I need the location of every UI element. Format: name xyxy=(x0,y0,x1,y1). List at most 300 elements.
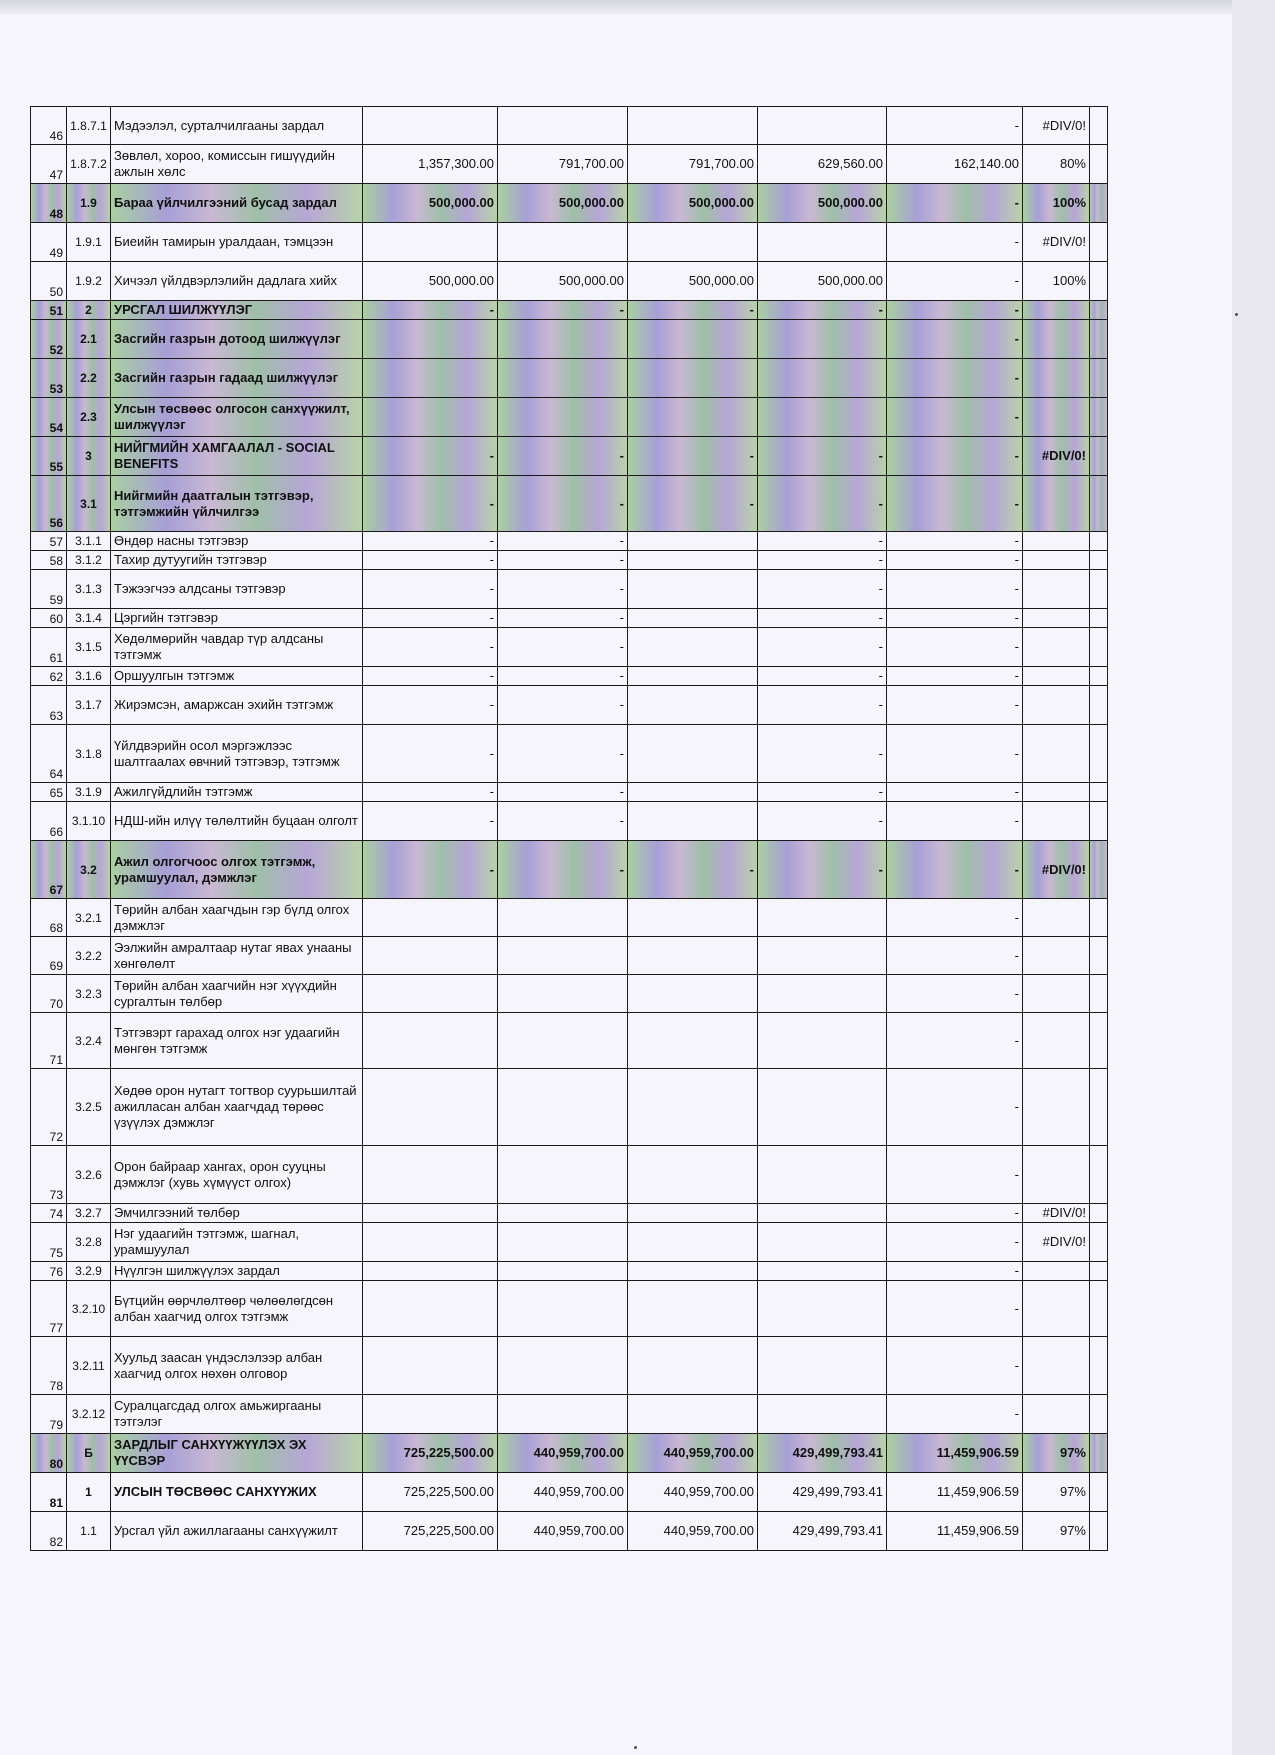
table-body xyxy=(31,107,1108,1551)
row-number-cell: 61 xyxy=(31,628,67,667)
row-label-cell: Нийгмийн даатгалын тэтгэвэр, тэтгэмжийн үйлчилгээ xyxy=(111,476,363,532)
period-plan-cell: - xyxy=(498,437,628,476)
financed-amount-cell xyxy=(628,783,758,802)
blank-cell xyxy=(1090,1434,1108,1473)
period-plan-cell xyxy=(498,1069,628,1146)
actual-expense-cell: - xyxy=(758,476,887,532)
execution-percent-cell xyxy=(1023,628,1090,667)
period-plan-cell: - xyxy=(498,532,628,551)
financed-amount-cell: - xyxy=(628,301,758,320)
blank-cell xyxy=(1090,1146,1108,1204)
period-plan-cell xyxy=(498,975,628,1013)
execution-percent-cell xyxy=(1023,301,1090,320)
row-code-cell: 3.2.8 xyxy=(67,1223,111,1262)
row-number-cell: 73 xyxy=(31,1146,67,1204)
table-row xyxy=(31,145,1108,184)
balance-cell: 162,140.00 xyxy=(887,145,1023,184)
balance-cell: - xyxy=(887,937,1023,975)
actual-expense-cell: 429,499,793.41 xyxy=(758,1512,887,1551)
row-code-cell: 1.9.2 xyxy=(67,262,111,301)
row-number-cell: 47 xyxy=(31,145,67,184)
row-label-cell: Биеийн тамирын уралдаан, тэмцээн xyxy=(111,223,363,262)
row-number-cell: 46 xyxy=(31,107,67,145)
financed-amount-cell xyxy=(628,107,758,145)
balance-cell: - xyxy=(887,1223,1023,1262)
financed-amount-cell xyxy=(628,802,758,841)
financed-amount-cell xyxy=(628,1395,758,1434)
blank-cell xyxy=(1090,223,1108,262)
execution-percent-cell: 97% xyxy=(1023,1512,1090,1551)
execution-percent-cell xyxy=(1023,1262,1090,1281)
financed-amount-cell: 500,000.00 xyxy=(628,184,758,223)
row-label-cell: Нүүлгэн шилжүүлэх зардал xyxy=(111,1262,363,1281)
row-number-cell: 78 xyxy=(31,1337,67,1395)
execution-percent-cell xyxy=(1023,551,1090,570)
balance-cell: - xyxy=(887,437,1023,476)
row-label-cell: Нэг удаагийн тэтгэмж, шагнал, урамшуулал xyxy=(111,1223,363,1262)
row-code-cell: 3.2.12 xyxy=(67,1395,111,1434)
row-label-cell: ЗАРДЛЫГ САНХҮҮЖҮҮЛЭХ ЭХ ҮҮСВЭР xyxy=(111,1434,363,1473)
period-plan-cell: - xyxy=(498,686,628,725)
table-row xyxy=(31,1204,1108,1223)
row-label-cell: Хөдөө орон нутагт тогтвор суурьшилтай ажилласан албан хаагчдад төрөөс үзүүлэх дэмжлэг xyxy=(111,1069,363,1146)
balance-cell: - xyxy=(887,1395,1023,1434)
financed-amount-cell xyxy=(628,975,758,1013)
approved-budget-cell: - xyxy=(363,783,498,802)
execution-percent-cell: #DIV/0! xyxy=(1023,1204,1090,1223)
actual-expense-cell: - xyxy=(758,686,887,725)
blank-cell xyxy=(1090,686,1108,725)
actual-expense-cell xyxy=(758,107,887,145)
period-plan-cell: 500,000.00 xyxy=(498,262,628,301)
row-label-cell: Төрийн албан хаагчийн нэг хүүхдийн сургалтын төлбөр xyxy=(111,975,363,1013)
row-code-cell: 1.1 xyxy=(67,1512,111,1551)
blank-cell xyxy=(1090,628,1108,667)
approved-budget-cell xyxy=(363,1013,498,1069)
period-plan-cell xyxy=(498,1395,628,1434)
approved-budget-cell xyxy=(363,320,498,359)
actual-expense-cell xyxy=(758,398,887,437)
balance-cell: - xyxy=(887,301,1023,320)
row-code-cell: 3.1.2 xyxy=(67,551,111,570)
row-number-cell: 52 xyxy=(31,320,67,359)
row-code-cell: 3.2 xyxy=(67,841,111,899)
blank-cell xyxy=(1090,1223,1108,1262)
row-number-cell: 77 xyxy=(31,1281,67,1337)
approved-budget-cell xyxy=(363,359,498,398)
approved-budget-cell: - xyxy=(363,628,498,667)
table-row xyxy=(31,320,1108,359)
period-plan-cell: - xyxy=(498,628,628,667)
financed-amount-cell xyxy=(628,1281,758,1337)
row-code-cell: 3.2.5 xyxy=(67,1069,111,1146)
actual-expense-cell: - xyxy=(758,725,887,783)
row-number-cell: 70 xyxy=(31,975,67,1013)
period-plan-cell xyxy=(498,107,628,145)
row-code-cell: 3.2.7 xyxy=(67,1204,111,1223)
row-number-cell: 68 xyxy=(31,899,67,937)
actual-expense-cell xyxy=(758,1395,887,1434)
balance-cell: - xyxy=(887,223,1023,262)
approved-budget-cell xyxy=(363,937,498,975)
table-row xyxy=(31,802,1108,841)
period-plan-cell xyxy=(498,320,628,359)
row-label-cell: Тэжээгчээ алдсаны тэтгэвэр xyxy=(111,570,363,609)
row-code-cell: 3.1.10 xyxy=(67,802,111,841)
table-row xyxy=(31,725,1108,783)
actual-expense-cell xyxy=(758,1069,887,1146)
table-row xyxy=(31,570,1108,609)
approved-budget-cell: 1,357,300.00 xyxy=(363,145,498,184)
financed-amount-cell xyxy=(628,1069,758,1146)
period-plan-cell: 440,959,700.00 xyxy=(498,1512,628,1551)
period-plan-cell xyxy=(498,359,628,398)
actual-expense-cell xyxy=(758,359,887,398)
balance-cell: - xyxy=(887,975,1023,1013)
approved-budget-cell xyxy=(363,975,498,1013)
execution-percent-cell xyxy=(1023,725,1090,783)
execution-percent-cell: 80% xyxy=(1023,145,1090,184)
execution-percent-cell: 100% xyxy=(1023,262,1090,301)
row-label-cell: Эмчилгээний төлбөр xyxy=(111,1204,363,1223)
scan-edge xyxy=(0,0,1232,14)
blank-cell xyxy=(1090,802,1108,841)
blank-cell xyxy=(1090,1013,1108,1069)
execution-percent-cell xyxy=(1023,609,1090,628)
period-plan-cell: - xyxy=(498,570,628,609)
table-row xyxy=(31,686,1108,725)
period-plan-cell xyxy=(498,1146,628,1204)
row-code-cell: 1.8.7.2 xyxy=(67,145,111,184)
row-number-cell: 81 xyxy=(31,1473,67,1512)
approved-budget-cell: - xyxy=(363,841,498,899)
approved-budget-cell xyxy=(363,899,498,937)
actual-expense-cell xyxy=(758,1281,887,1337)
execution-percent-cell: #DIV/0! xyxy=(1023,841,1090,899)
execution-percent-cell xyxy=(1023,783,1090,802)
table-row xyxy=(31,1281,1108,1337)
financed-amount-cell: - xyxy=(628,476,758,532)
approved-budget-cell xyxy=(363,1069,498,1146)
balance-cell: - xyxy=(887,398,1023,437)
balance-cell: - xyxy=(887,841,1023,899)
row-number-cell: 82 xyxy=(31,1512,67,1551)
actual-expense-cell: - xyxy=(758,437,887,476)
approved-budget-cell xyxy=(363,1146,498,1204)
period-plan-cell xyxy=(498,899,628,937)
row-code-cell: 2 xyxy=(67,301,111,320)
period-plan-cell xyxy=(498,1281,628,1337)
blank-cell xyxy=(1090,437,1108,476)
table-row xyxy=(31,398,1108,437)
table-row xyxy=(31,1013,1108,1069)
table-row xyxy=(31,1223,1108,1262)
row-code-cell: 2.2 xyxy=(67,359,111,398)
execution-percent-cell: #DIV/0! xyxy=(1023,223,1090,262)
period-plan-cell: 440,959,700.00 xyxy=(498,1434,628,1473)
row-code-cell: 3.2.2 xyxy=(67,937,111,975)
row-code-cell: Б xyxy=(67,1434,111,1473)
row-number-cell: 69 xyxy=(31,937,67,975)
table-row xyxy=(31,899,1108,937)
actual-expense-cell: - xyxy=(758,609,887,628)
row-code-cell: 3 xyxy=(67,437,111,476)
approved-budget-cell xyxy=(363,107,498,145)
execution-percent-cell: #DIV/0! xyxy=(1023,107,1090,145)
approved-budget-cell xyxy=(363,1281,498,1337)
period-plan-cell xyxy=(498,937,628,975)
blank-cell xyxy=(1090,609,1108,628)
blank-cell xyxy=(1090,1473,1108,1512)
row-number-cell: 51 xyxy=(31,301,67,320)
financed-amount-cell xyxy=(628,398,758,437)
actual-expense-cell: - xyxy=(758,783,887,802)
execution-percent-cell xyxy=(1023,1146,1090,1204)
financed-amount-cell: 440,959,700.00 xyxy=(628,1473,758,1512)
blank-cell xyxy=(1090,359,1108,398)
balance-cell: - xyxy=(887,628,1023,667)
actual-expense-cell: - xyxy=(758,802,887,841)
blank-cell xyxy=(1090,398,1108,437)
row-number-cell: 53 xyxy=(31,359,67,398)
financed-amount-cell: 500,000.00 xyxy=(628,262,758,301)
row-number-cell: 58 xyxy=(31,551,67,570)
execution-percent-cell xyxy=(1023,937,1090,975)
execution-percent-cell: #DIV/0! xyxy=(1023,437,1090,476)
row-code-cell: 1.9 xyxy=(67,184,111,223)
row-number-cell: 49 xyxy=(31,223,67,262)
approved-budget-cell xyxy=(363,1262,498,1281)
row-label-cell: Жирэмсэн, амаржсан эхийн тэтгэмж xyxy=(111,686,363,725)
financed-amount-cell xyxy=(628,899,758,937)
period-plan-cell xyxy=(498,223,628,262)
approved-budget-cell: - xyxy=(363,476,498,532)
blank-cell xyxy=(1090,301,1108,320)
financed-amount-cell xyxy=(628,551,758,570)
row-label-cell: Өндөр насны тэтгэвэр xyxy=(111,532,363,551)
approved-budget-cell: - xyxy=(363,301,498,320)
financed-amount-cell: - xyxy=(628,437,758,476)
balance-cell: - xyxy=(887,476,1023,532)
financed-amount-cell xyxy=(628,1146,758,1204)
execution-percent-cell: 100% xyxy=(1023,184,1090,223)
table-row xyxy=(31,107,1108,145)
row-number-cell: 72 xyxy=(31,1069,67,1146)
actual-expense-cell xyxy=(758,223,887,262)
table-row xyxy=(31,1473,1108,1512)
actual-expense-cell xyxy=(758,1262,887,1281)
row-code-cell: 3.1.8 xyxy=(67,725,111,783)
period-plan-cell: 791,700.00 xyxy=(498,145,628,184)
financed-amount-cell xyxy=(628,667,758,686)
table-row xyxy=(31,532,1108,551)
balance-cell: 11,459,906.59 xyxy=(887,1434,1023,1473)
row-number-cell: 66 xyxy=(31,802,67,841)
financed-amount-cell: 791,700.00 xyxy=(628,145,758,184)
row-label-cell: Ажил олгогчоос олгох тэтгэмж, урамшуулал, дэмжлэг xyxy=(111,841,363,899)
blank-cell xyxy=(1090,899,1108,937)
execution-percent-cell xyxy=(1023,1337,1090,1395)
row-number-cell: 60 xyxy=(31,609,67,628)
financed-amount-cell: - xyxy=(628,841,758,899)
balance-cell: - xyxy=(887,686,1023,725)
table-row xyxy=(31,184,1108,223)
row-label-cell: Урсгал үйл ажиллагааны санхүүжилт xyxy=(111,1512,363,1551)
table-row xyxy=(31,1146,1108,1204)
actual-expense-cell xyxy=(758,1223,887,1262)
balance-cell: - xyxy=(887,802,1023,841)
table-row xyxy=(31,937,1108,975)
actual-expense-cell xyxy=(758,937,887,975)
row-label-cell: Ээлжийн амралтаар нутаг явах унааны хөнгөлөлт xyxy=(111,937,363,975)
row-label-cell: Засгийн газрын гадаад шилжүүлэг xyxy=(111,359,363,398)
financed-amount-cell xyxy=(628,1262,758,1281)
row-number-cell: 62 xyxy=(31,667,67,686)
financed-amount-cell xyxy=(628,937,758,975)
approved-budget-cell xyxy=(363,223,498,262)
financed-amount-cell xyxy=(628,532,758,551)
approved-budget-cell: 725,225,500.00 xyxy=(363,1512,498,1551)
row-label-cell: Засгийн газрын дотоод шилжүүлэг xyxy=(111,320,363,359)
period-plan-cell: - xyxy=(498,841,628,899)
row-label-cell: НИЙГМИЙН ХАМГААЛАЛ - SOCIAL BENEFITS xyxy=(111,437,363,476)
blank-cell xyxy=(1090,320,1108,359)
execution-percent-cell xyxy=(1023,532,1090,551)
row-number-cell: 56 xyxy=(31,476,67,532)
actual-expense-cell: - xyxy=(758,667,887,686)
balance-cell: 11,459,906.59 xyxy=(887,1512,1023,1551)
approved-budget-cell: - xyxy=(363,609,498,628)
balance-cell: - xyxy=(887,1204,1023,1223)
execution-percent-cell: 97% xyxy=(1023,1473,1090,1512)
table-row xyxy=(31,1395,1108,1434)
period-plan-cell: - xyxy=(498,301,628,320)
row-number-cell: 64 xyxy=(31,725,67,783)
row-code-cell: 3.2.4 xyxy=(67,1013,111,1069)
execution-percent-cell xyxy=(1023,1069,1090,1146)
execution-percent-cell xyxy=(1023,975,1090,1013)
actual-expense-cell: 500,000.00 xyxy=(758,184,887,223)
row-code-cell: 3.1.6 xyxy=(67,667,111,686)
balance-cell: - xyxy=(887,262,1023,301)
row-label-cell: Улсын төсвөөс олгосон санхүүжилт, шилжүүлэг xyxy=(111,398,363,437)
blank-cell xyxy=(1090,783,1108,802)
row-number-cell: 80 xyxy=(31,1434,67,1473)
budget-table xyxy=(30,106,1108,1551)
row-label-cell: Хичээл үйлдвэрлэлийн дадлага хийх xyxy=(111,262,363,301)
period-plan-cell: - xyxy=(498,551,628,570)
approved-budget-cell: - xyxy=(363,437,498,476)
table-row xyxy=(31,1512,1108,1551)
financed-amount-cell xyxy=(628,570,758,609)
blank-cell xyxy=(1090,1204,1108,1223)
financed-amount-cell xyxy=(628,1013,758,1069)
row-code-cell: 1 xyxy=(67,1473,111,1512)
row-code-cell: 2.3 xyxy=(67,398,111,437)
actual-expense-cell: - xyxy=(758,532,887,551)
execution-percent-cell xyxy=(1023,359,1090,398)
financed-amount-cell xyxy=(628,359,758,398)
table-row xyxy=(31,628,1108,667)
approved-budget-cell xyxy=(363,1395,498,1434)
row-number-cell: 57 xyxy=(31,532,67,551)
blank-cell xyxy=(1090,476,1108,532)
balance-cell: - xyxy=(887,570,1023,609)
approved-budget-cell: - xyxy=(363,686,498,725)
row-code-cell: 1.8.7.1 xyxy=(67,107,111,145)
approved-budget-cell xyxy=(363,398,498,437)
balance-cell: - xyxy=(887,899,1023,937)
financed-amount-cell: 440,959,700.00 xyxy=(628,1434,758,1473)
approved-budget-cell: - xyxy=(363,667,498,686)
row-label-cell: УЛСЫН ТӨСВӨӨС САНХҮҮЖИХ xyxy=(111,1473,363,1512)
execution-percent-cell xyxy=(1023,476,1090,532)
table-row xyxy=(31,476,1108,532)
period-plan-cell: 440,959,700.00 xyxy=(498,1473,628,1512)
balance-cell: - xyxy=(887,1337,1023,1395)
table-row xyxy=(31,551,1108,570)
financed-amount-cell xyxy=(628,320,758,359)
approved-budget-cell xyxy=(363,1223,498,1262)
row-label-cell: Орон байраар хангах, орон сууцны дэмжлэг (хувь хүмүүст олгох) xyxy=(111,1146,363,1204)
approved-budget-cell xyxy=(363,1337,498,1395)
actual-expense-cell xyxy=(758,1146,887,1204)
row-code-cell: 3.2.11 xyxy=(67,1337,111,1395)
row-number-cell: 74 xyxy=(31,1204,67,1223)
row-code-cell: 3.2.6 xyxy=(67,1146,111,1204)
actual-expense-cell: - xyxy=(758,551,887,570)
row-number-cell: 76 xyxy=(31,1262,67,1281)
table-row xyxy=(31,783,1108,802)
execution-percent-cell xyxy=(1023,1395,1090,1434)
execution-percent-cell xyxy=(1023,398,1090,437)
execution-percent-cell xyxy=(1023,686,1090,725)
financed-amount-cell xyxy=(628,628,758,667)
financed-amount-cell xyxy=(628,725,758,783)
table-row xyxy=(31,841,1108,899)
blank-cell xyxy=(1090,184,1108,223)
blank-cell xyxy=(1090,570,1108,609)
balance-cell: - xyxy=(887,532,1023,551)
balance-cell: - xyxy=(887,1146,1023,1204)
financed-amount-cell xyxy=(628,609,758,628)
balance-cell: - xyxy=(887,609,1023,628)
row-code-cell: 3.2.1 xyxy=(67,899,111,937)
actual-expense-cell: - xyxy=(758,301,887,320)
row-number-cell: 65 xyxy=(31,783,67,802)
execution-percent-cell: #DIV/0! xyxy=(1023,1223,1090,1262)
approved-budget-cell: 725,225,500.00 xyxy=(363,1473,498,1512)
execution-percent-cell xyxy=(1023,1281,1090,1337)
period-plan-cell: - xyxy=(498,667,628,686)
row-code-cell: 3.1.5 xyxy=(67,628,111,667)
blank-cell xyxy=(1090,1395,1108,1434)
row-label-cell: Мэдээлэл, сурталчилгааны зардал xyxy=(111,107,363,145)
period-plan-cell: - xyxy=(498,476,628,532)
table-row xyxy=(31,262,1108,301)
row-label-cell: Тэтгэвэрт гарахад олгох нэг удаагийн мөнгөн тэтгэмж xyxy=(111,1013,363,1069)
balance-cell: - xyxy=(887,107,1023,145)
row-label-cell: Бүтцийн өөрчлөлтөөр чөлөөлөгдсөн албан хаагчид олгох тэтгэмж xyxy=(111,1281,363,1337)
period-plan-cell: 500,000.00 xyxy=(498,184,628,223)
actual-expense-cell xyxy=(758,975,887,1013)
actual-expense-cell: 500,000.00 xyxy=(758,262,887,301)
execution-percent-cell xyxy=(1023,1013,1090,1069)
row-number-cell: 55 xyxy=(31,437,67,476)
approved-budget-cell: 725,225,500.00 xyxy=(363,1434,498,1473)
blank-cell xyxy=(1090,937,1108,975)
row-label-cell: Тахир дутуугийн тэтгэвэр xyxy=(111,551,363,570)
